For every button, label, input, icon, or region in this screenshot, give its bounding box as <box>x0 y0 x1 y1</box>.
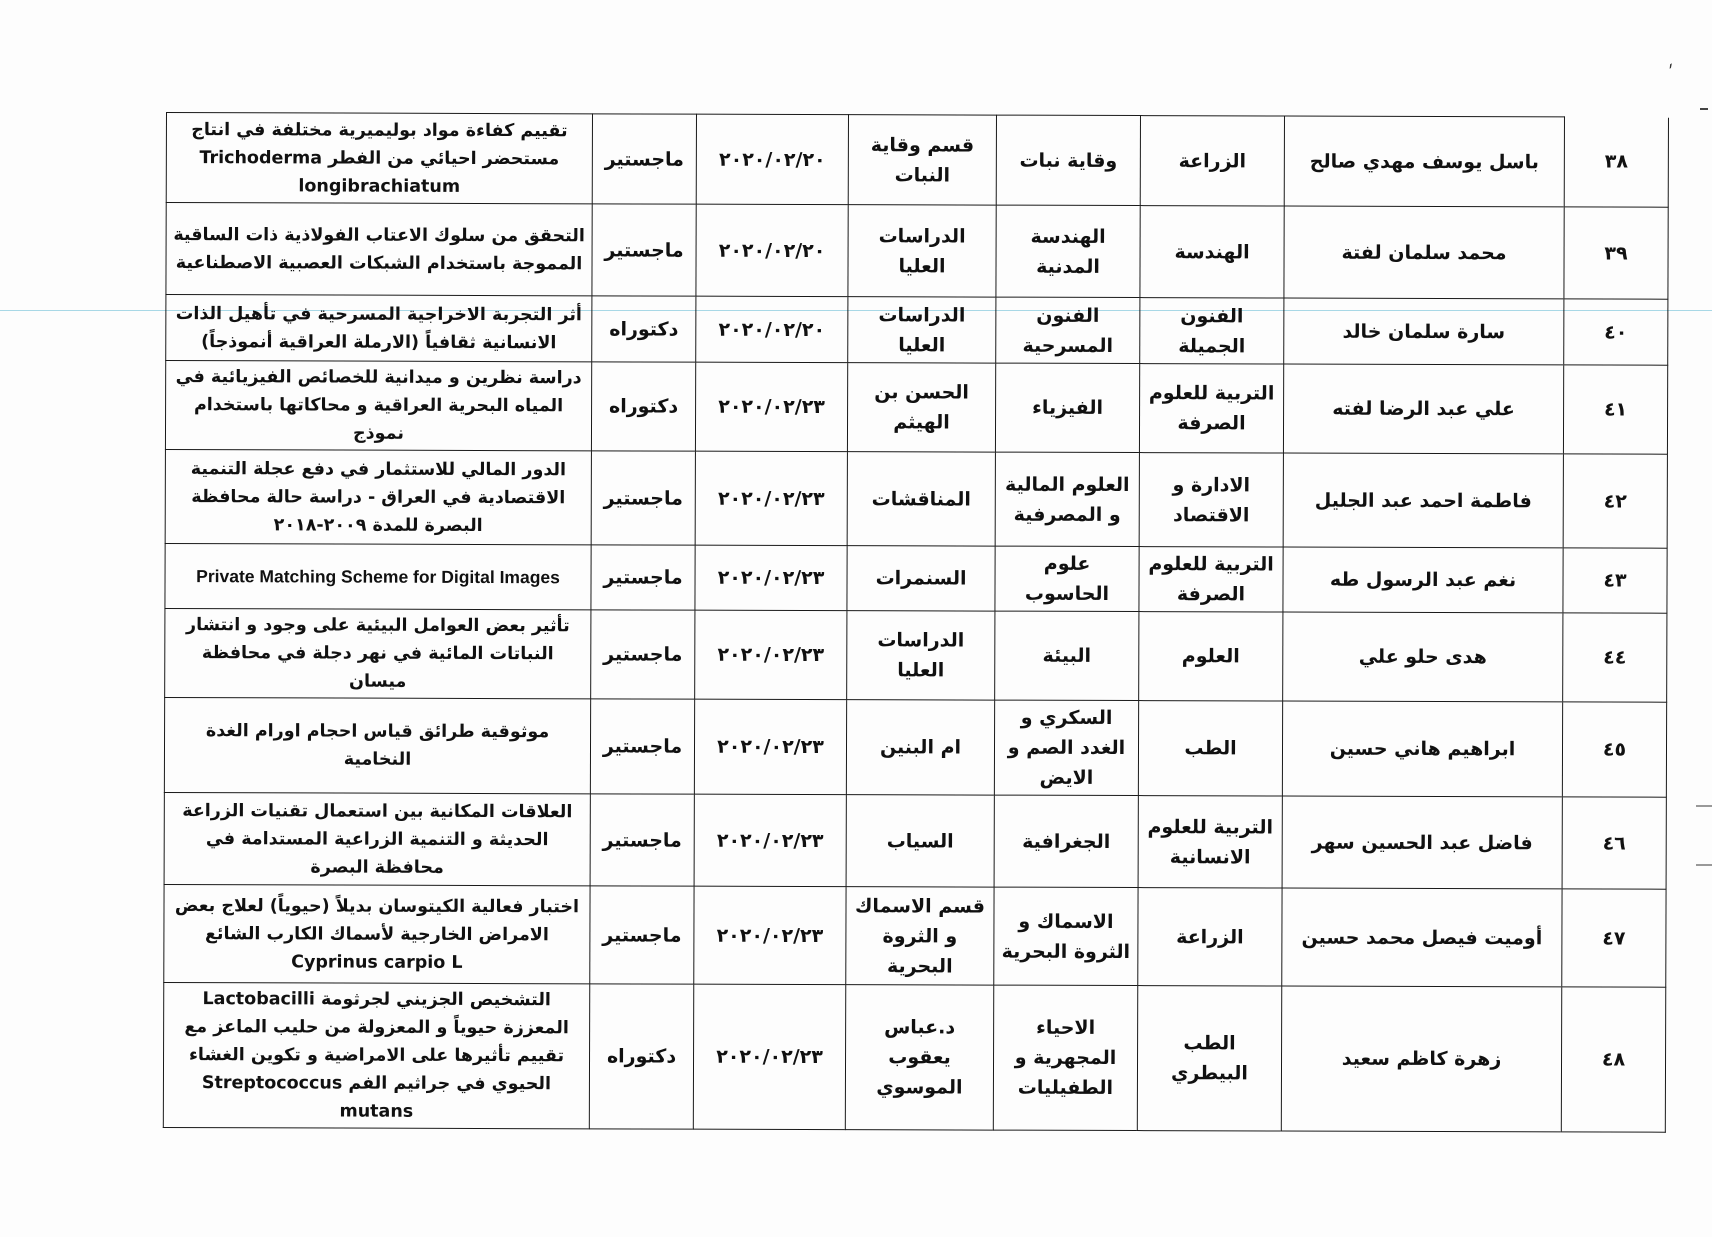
venue: المناقشات <box>847 452 995 546</box>
department: العلوم المالية و المصرفية <box>995 452 1139 546</box>
defense-date: ٢٠٢٠/٠٢/٢٠ <box>696 114 848 204</box>
department: الاحياء المجهرية و الطفيليات <box>993 985 1137 1130</box>
degree: ماجستير <box>592 114 696 204</box>
student-name: فاضل عبد الحسين سهر <box>1282 796 1562 889</box>
thesis-title: تأثير بعض العوامل البيئية على وجود و انتشار النباتات المائية في نهر دجلة في محافظة ميسان <box>165 608 591 698</box>
row-number: ٣٨ <box>1564 117 1668 207</box>
defense-date: ٢٠٢٠/٠٢/٢٣ <box>694 886 846 984</box>
department: الفنون المسرحية <box>996 297 1140 363</box>
venue: الحسن بن الهيثم <box>847 363 995 452</box>
department: الجغرافية <box>994 795 1138 887</box>
department: البيئة <box>995 611 1139 700</box>
venue: د.عباس يعقوب الموسوي <box>845 985 993 1130</box>
thesis-title: Private Matching Scheme for Digital Images <box>165 543 591 609</box>
table-row <box>164 792 1666 889</box>
department: الفيزياء <box>995 363 1139 452</box>
scan-mark <box>1696 805 1712 807</box>
row-number: ٤٦ <box>1562 797 1666 889</box>
college: التربية للعلوم الصرفة <box>1139 547 1283 612</box>
defense-date: ٢٠٢٠/٠٢/٢٣ <box>695 545 847 610</box>
table-row <box>165 608 1667 702</box>
defense-date: ٢٠٢٠/٠٢/٢٠ <box>696 204 848 296</box>
thesis-title: موثوقية طرائق قياس احجام اورام الغدة النخامية <box>164 697 590 793</box>
venue: ام البنين <box>846 700 994 795</box>
venue: الدراسات العليا <box>847 611 995 700</box>
thesis-title: الدور المالي للاستثمار في دفع عجلة التنمية الاقتصادية في العراق - دراسة حالة محافظة البصرة للمدة ٢٠٠٩-٢٠١٨ <box>165 449 591 544</box>
table-row <box>163 982 1665 1132</box>
venue: السياب <box>846 795 994 887</box>
table-row <box>165 449 1667 548</box>
college: الطب البيطري <box>1137 986 1281 1131</box>
department: السكري و الغدد الصم و الايض <box>994 700 1138 795</box>
student-name: محمد سلمان لفتة <box>1284 206 1564 299</box>
college: الطب <box>1138 701 1282 796</box>
student-name: سارة سلمان خالد <box>1284 298 1564 365</box>
venue: قسم الاسماك و الثروة البحرية <box>846 887 994 985</box>
degree: ماجستير <box>591 610 695 699</box>
defense-date: ٢٠٢٠/٠٢/٢٠ <box>696 296 848 362</box>
student-name: فاطمة احمد عبد الجليل <box>1283 453 1563 548</box>
thesis-title: دراسة نظرين و ميدانية للخصائص الفيزيائية في المياه البحرية العراقية و محاكاتها باستخدام نموذج <box>165 361 591 451</box>
table-row <box>164 697 1666 797</box>
thesis-title: تقييم كفاءة مواد بوليميرية مختلفة في انتاج مستحضر احيائي من الفطر Trichoderma longibrachiatum <box>166 113 592 204</box>
row-number: ٤٠ <box>1564 299 1668 365</box>
row-number: ٤١ <box>1563 365 1667 454</box>
table-row <box>166 203 1668 300</box>
degree: ماجستير <box>592 204 696 296</box>
venue: الدراسات العليا <box>848 205 996 297</box>
college: الزراعة <box>1140 116 1284 206</box>
student-name: علي عبد الرضا لفته <box>1283 364 1563 454</box>
row-number: ٤٥ <box>1562 702 1666 797</box>
table-row <box>164 884 1666 987</box>
degree: ماجستير <box>590 794 694 886</box>
degree: دكتوراه <box>592 296 696 362</box>
scan-mark <box>1696 864 1712 866</box>
degree: ماجستير <box>590 886 694 984</box>
college: الزراعة <box>1138 888 1282 986</box>
student-name: هدى حلو علي <box>1283 612 1563 702</box>
table-row <box>165 543 1667 613</box>
venue: قسم وقاية النبات <box>848 115 996 205</box>
defense-date: ٢٠٢٠/٠٢/٢٣ <box>693 984 845 1129</box>
department: علوم الحاسوب <box>995 546 1139 611</box>
thesis-title: التحقق من سلوك الاعتاب الفولاذية ذات الساقية المموجة باستخدام الشبكات العصبية الاصطناعية <box>166 203 592 296</box>
venue: السنمرات <box>847 546 995 611</box>
college: التربية للعلوم الانسانية <box>1138 796 1282 888</box>
row-number: ٤٣ <box>1563 548 1667 613</box>
venue: الدراسات العليا <box>848 297 996 363</box>
defense-date: ٢٠٢٠/٠٢/٢٣ <box>695 610 847 699</box>
row-number: ٣٩ <box>1564 207 1668 299</box>
scan-mark <box>1700 108 1708 110</box>
degree: دكتوراه <box>591 362 695 451</box>
scan-mark: ˏ <box>1654 45 1676 71</box>
thesis-title: اختبار فعالية الكيتوسان بديلاً (حيوياً) لعلاج بعض الامراض الخارجية لأسماك الكارب الشائع Cyprinus carpio L <box>164 884 590 983</box>
college: العلوم <box>1139 612 1283 701</box>
department: الهندسة المدنية <box>996 205 1140 297</box>
department: وقاية نبات <box>996 115 1140 205</box>
department: الاسماك و الثروة البحرية <box>994 887 1138 985</box>
college: الادارة و الاقتصاد <box>1139 453 1283 547</box>
degree: ماجستير <box>590 699 694 794</box>
college: التربية للعلوم الصرفة <box>1139 364 1283 453</box>
thesis-defense-table <box>163 112 1669 1133</box>
row-number: ٤٢ <box>1563 454 1667 548</box>
degree: دكتوراه <box>589 984 693 1129</box>
student-name: أوميت فيصل محمد حسين <box>1282 888 1562 987</box>
thesis-title: التشخيص الجزيني لجرثومة Lactobacilli المعززة حيوياً و المعزولة من حليب الماعز مع تقييم تأثيرها على الامراضية و تكوين الغشاء الحيوي في جراثيم الفم Streptococcus mutans <box>163 982 589 1128</box>
row-number: ٤٨ <box>1561 987 1665 1132</box>
student-name: ابراهيم هاني حسين <box>1282 701 1562 797</box>
student-name: نغم عبد الرسول طه <box>1283 547 1563 613</box>
college: الهندسة <box>1140 206 1284 298</box>
row-number: ٤٤ <box>1563 613 1667 702</box>
defense-date: ٢٠٢٠/٠٢/٢٣ <box>695 451 847 545</box>
defense-date: ٢٠٢٠/٠٢/٢٣ <box>695 362 847 451</box>
table-row <box>166 113 1668 208</box>
student-name: باسل يوسف مهدي صالح <box>1284 116 1564 207</box>
table-row <box>166 295 1668 366</box>
degree: ماجستير <box>591 451 695 545</box>
table-row <box>165 361 1667 455</box>
defense-date: ٢٠٢٠/٠٢/٢٣ <box>694 794 846 886</box>
college: الفنون الجميلة <box>1140 298 1284 364</box>
thesis-title: العلاقات المكانية بين استعمال تقنيات الزراعة الحديثة و التنمية الزراعية المستدامة في محافظة البصرة <box>164 792 590 885</box>
thesis-title: أثر التجربة الاخراجية المسرحية في تأهيل الذات الانسانية ثقافياً (الارملة العراقية أنموذجاً) <box>166 295 592 362</box>
row-number: ٤٧ <box>1562 889 1666 987</box>
degree: ماجستير <box>591 545 695 610</box>
student-name: زهرة كاظم سعيد <box>1281 986 1561 1132</box>
defense-date: ٢٠٢٠/٠٢/٢٣ <box>694 699 846 794</box>
